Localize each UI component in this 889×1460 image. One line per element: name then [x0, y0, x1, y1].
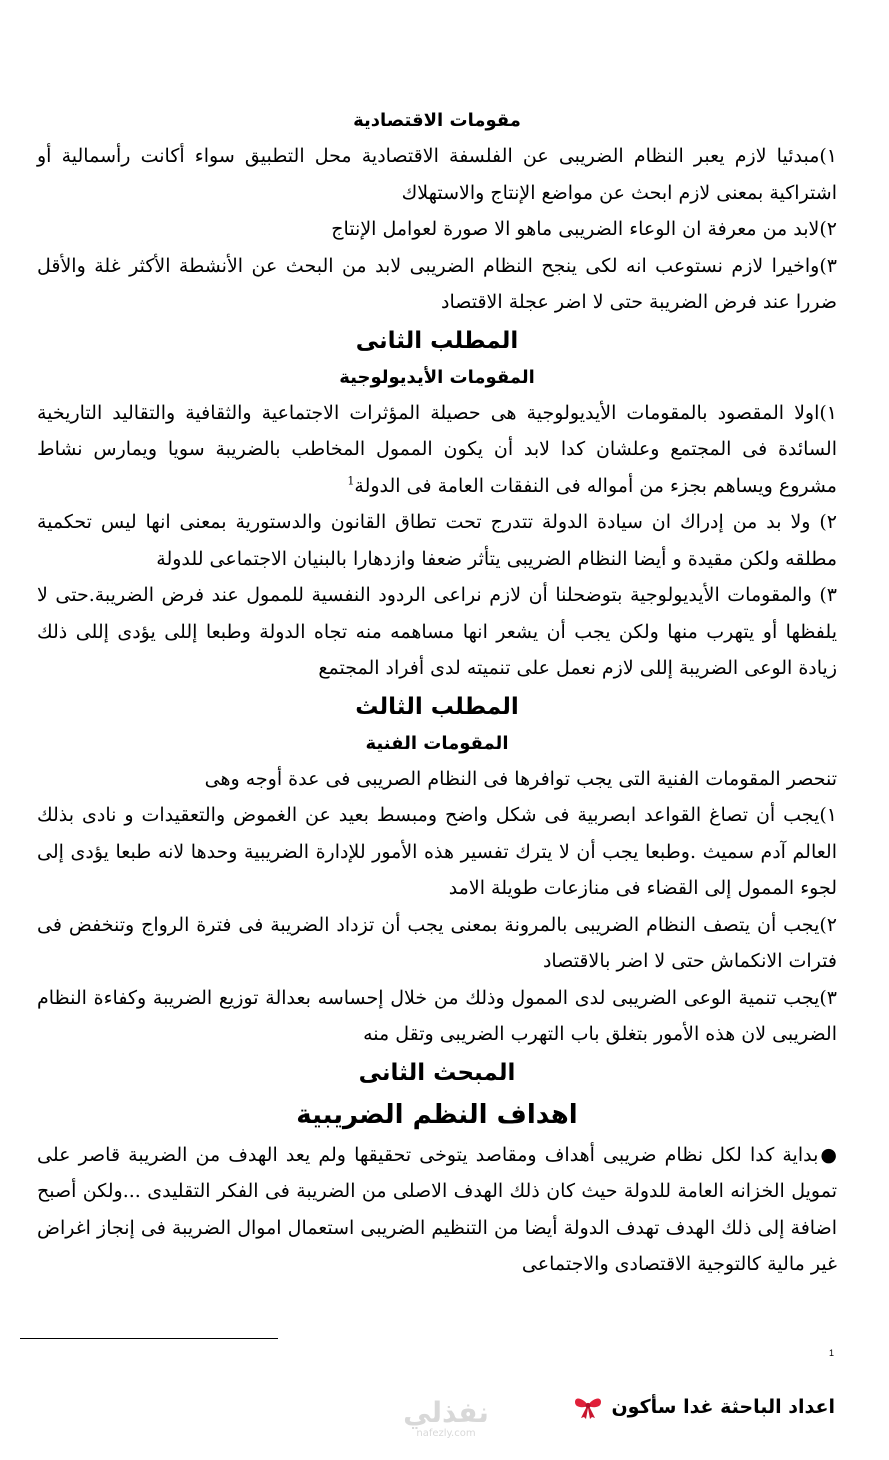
paragraph: ٣) والمقومات الأيديولوجية بتوضحلنا أن لازم نراعى الردود النفسية للممول عند فرض الضريبة.حتى لا يلفظها أو يتهرب منها ولكن يجب أن يشعر انها مساهمه منه تجاه الدولة وطبعا إللى يؤدى إللى ذلك زيادة الوعى الضريبة إللى لازم نعمل على تنميته لدى أفراد المجتمع [37, 584, 837, 679]
document-body [37, 104, 837, 1283]
section-heading-technical: المقومات الفنية [365, 732, 509, 754]
watermark-url: nafezly.com [416, 1428, 476, 1439]
section-title-third-requirement: المطلب الثالث [355, 693, 519, 720]
author-footer [573, 1394, 835, 1420]
paragraph: ٣)واخيرا لازم نستوعب انه لكى ينجح النظام الضريبى لابد من البحث عن الأنشطة الأكثر غلة والأقل ضررا عند فرض الضريبة حتى لا اضر عجلة الاقتصاد [37, 254, 837, 313]
author-credit: اعداد الباحثة غدا سأكون [611, 1396, 835, 1418]
footnote-number: 1 [829, 1348, 835, 1358]
paragraph: ٣)يجب تنمية الوعى الضريبى لدى الممول وذلك من خلال إحساسه بعدالة توزيع الضريبة وكفاءة النظام الضريبى لان هذه الأمور بتغلق باب التهرب الضريبى وتقل منه [37, 986, 837, 1045]
paragraph: ●بداية كدا لكل نظام ضريبى أهداف ومقاصد يتوخى تحقيقها ولم يعد الهدف من الضريبة قاصر على تمويل الخزانه العامة للدولة حيث كان ذلك الهدف الاصلى من الضريبة فى الفكر التقليدى ...ولكن أصبح اضافة إلى ذلك الهدف تهدف الدولة أيضا من التنظيم الضريبى استعمال اموال الضريبة فى إنجاز اغراض غير مالية كالتوجية الاقتصادى والاجتماعى [37, 1143, 837, 1275]
paragraph: تنحصر المقومات الفنية التى يجب توافرها فى النظام الصريبى فى عدة أوجه وهى [204, 767, 837, 790]
section-heading-tax-goals: اهداف النظم الضريبية [296, 1099, 578, 1130]
watermark-text: نفذلي [403, 1396, 489, 1429]
paragraph [37, 395, 837, 505]
footnote-divider [20, 1338, 278, 1339]
footnote-reference: 1 [347, 474, 355, 488]
paragraph-text: ١)اولا المقصود بالمقومات الأيديولوجية هى حصيلة المؤثرات الاجتماعية والثقافية والتقاليد التاريخية السائدة فى المجتمع وعلشان كدا لابد أن يكون الممول المخاطب بالضريبة سويا ويمارس نشاط مشروع ويساهم بجزء من أمواله فى النفقات العامة فى الدولة [37, 401, 837, 497]
paragraph: ٢) ولا بد من إدراك ان سيادة الدولة تتدرج تحت تطاق القانون والدستورية بمعنى انها ليس تحكمية مطلقه ولكن مقيدة و أيضا النظام الضريبى يتأثر ضعفا وازدهارا بالبنيان الاجتماعى للدولة [37, 511, 837, 570]
paragraph: ١)يجب أن تصاغ القواعد ابصربية فى شكل واضح ومبسط بعيد عن الغموض والتعقيدات و نادى بذلك العالم آدم سميث .وطبعا يجب أن لا يترك تفسير هذه الأمور للإدارة الضريبية وحدها لانه طبعا يؤدى إلى لجوء الممول إلى القضاء فى منازعات طويلة الامد [37, 804, 837, 899]
section-title-second-requirement: المطلب الثانى [355, 327, 519, 354]
paragraph: ١)مبدئيا لازم يعبر النظام الضريبى عن الفلسفة الاقتصادية محل التطبيق سواء أكانت رأسمالية أو اشتراكية بمعنى لازم ابحث عن مواضع الإنتاج والاستهلاك [37, 145, 837, 204]
watermark-logo [386, 1398, 506, 1440]
section-heading-ideological: المقومات الأيديولوجية [339, 366, 535, 388]
paragraph: ٢)لابد من معرفة ان الوعاء الضريبى ماهو الا صورة لعوامل الإنتاج [331, 218, 837, 240]
section-title-second-topic: المبحث الثانى [358, 1059, 516, 1086]
bow-icon [573, 1394, 603, 1420]
paragraph: ٢)يجب أن يتصف النظام الضريبى بالمرونة بمعنى يجب أن تزداد الضريبة فى فترة الرواج وتنخفض فى فترات الانكماش حتى لا اضر بالاقتصاد [37, 913, 837, 972]
section-heading-economic: مقومات الاقتصادية [353, 110, 521, 131]
